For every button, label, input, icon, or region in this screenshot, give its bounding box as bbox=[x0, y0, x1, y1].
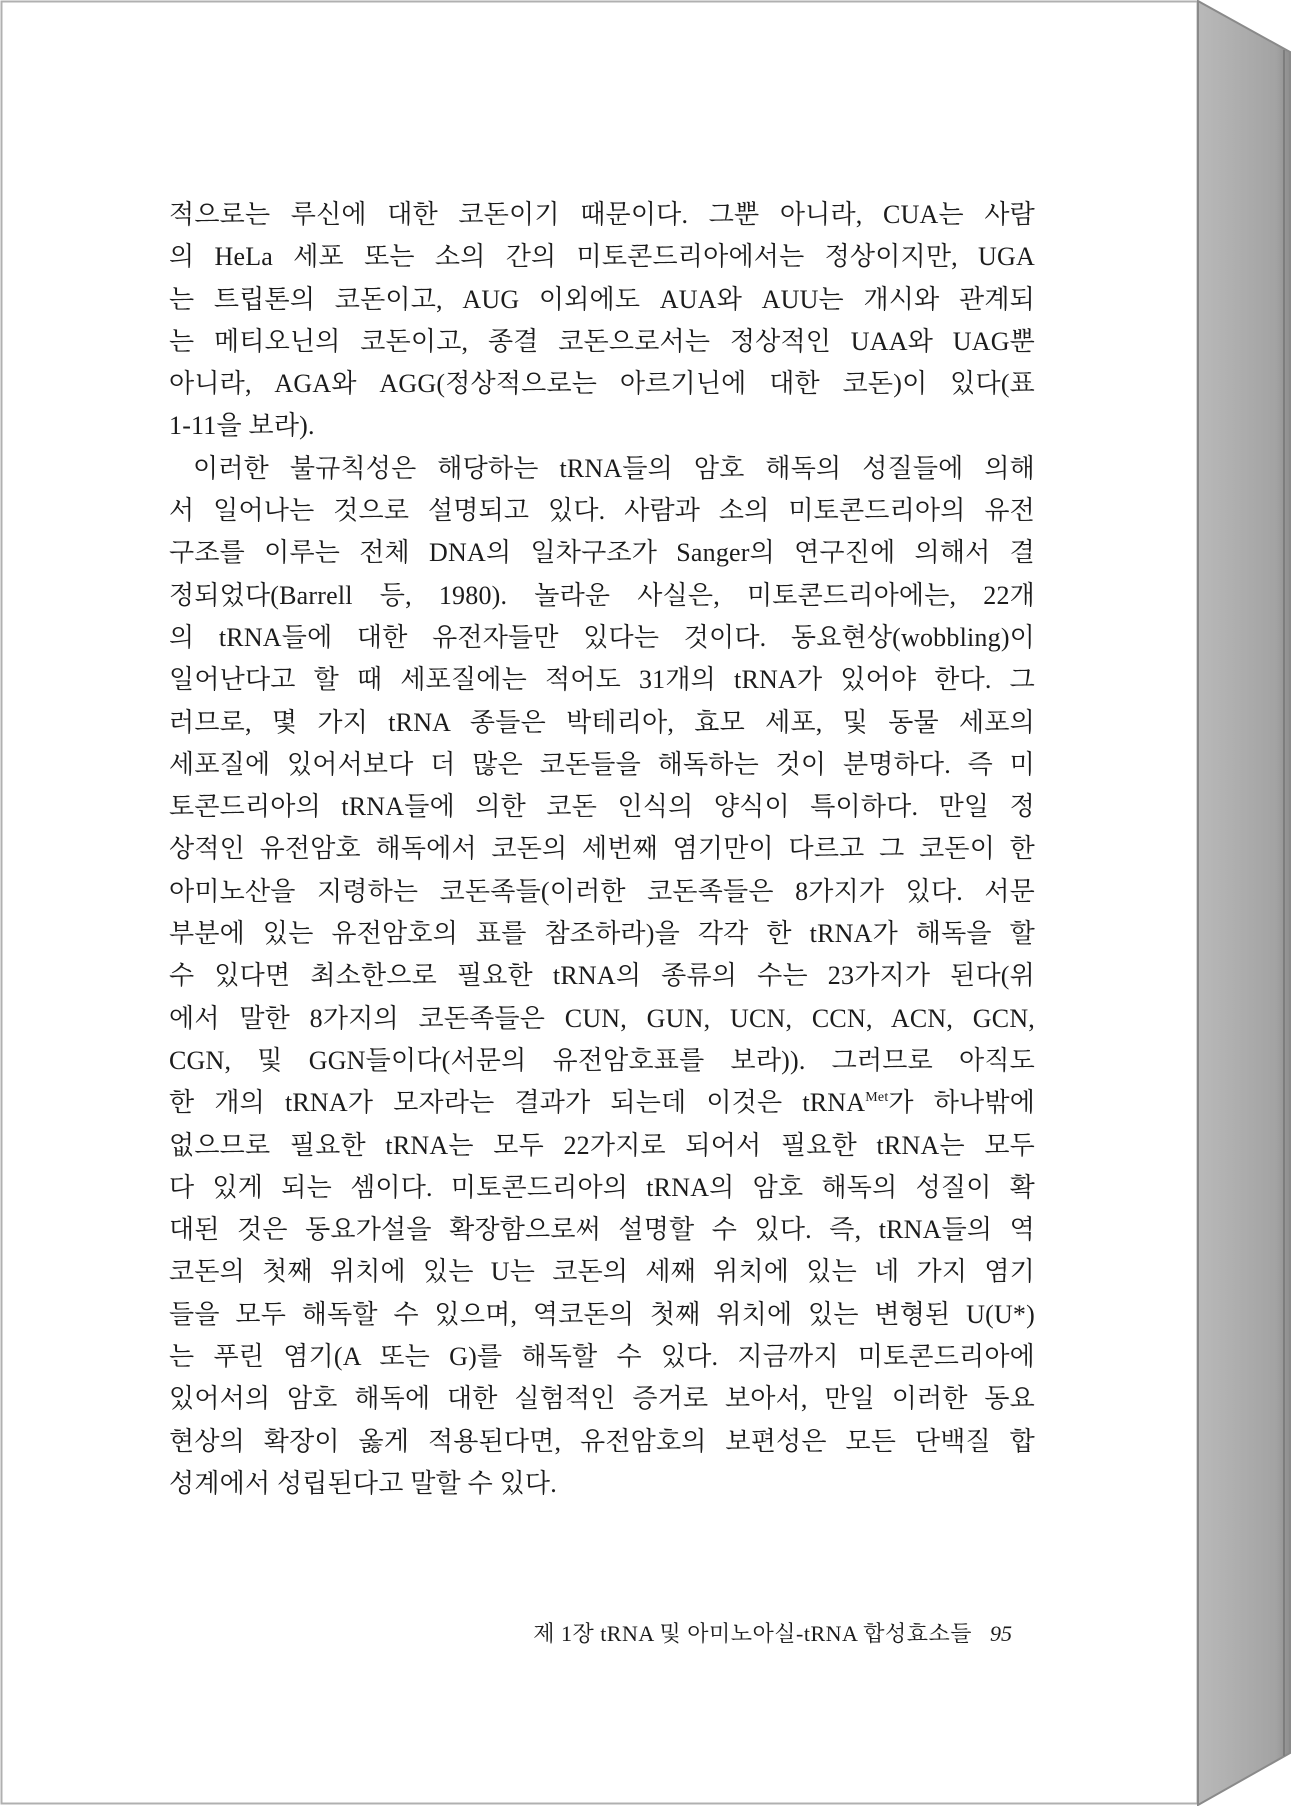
text-line: 의 HeLa 세포 또는 소의 간의 미토콘드리아에서는 정상이지만, UGA bbox=[169, 242, 1035, 272]
paragraph-start-line: 이러한 불규칙성은 해당하는 tRNA들의 암호 해독의 성질들에 의해 bbox=[193, 453, 1035, 483]
text-line: 세포질에 있어서보다 더 많은 코돈들을 해독하는 것이 분명하다. 즉 미 bbox=[169, 749, 1035, 779]
text-line: 아미노산을 지령하는 코돈족들(이러한 코돈족들은 8가지가 있다. 서문 bbox=[169, 876, 1035, 906]
page-footer bbox=[533, 1618, 1012, 1650]
text-line: 현상의 확장이 옳게 적용된다면, 유전암호의 보편성은 모든 단백질 합 bbox=[169, 1426, 1035, 1456]
text-segment: 한 개의 tRNA가 모자라는 결과가 되는데 이것은 tRNA bbox=[169, 1088, 866, 1118]
text-line: 적으로는 루신에 대한 코돈이기 때문이다. 그뿐 아니라, CUA는 사람 bbox=[169, 200, 1035, 229]
text-segment: 가 하나밖에 bbox=[888, 1088, 1035, 1118]
text-line: 대된 것은 동요가설을 확장함으로써 설명할 수 있다. 즉, tRNA들의 역 bbox=[169, 1215, 1035, 1245]
text-line-with-superscript bbox=[169, 1082, 1035, 1124]
text-line: 는 푸린 염기(A 또는 G)를 해독할 수 있다. 지금까지 미토콘드리아에 bbox=[169, 1342, 1035, 1372]
body-text bbox=[169, 194, 1035, 1505]
text-line: 수 있다면 최소한으로 필요한 tRNA의 종류의 수는 23가지가 된다(위 bbox=[169, 961, 1035, 991]
text-line: 코돈의 첫째 위치에 있는 U는 코돈의 세째 위치에 있는 네 가지 염기 bbox=[169, 1257, 1035, 1287]
text-line: 구조를 이루는 전체 DNA의 일차구조가 Sanger의 연구진에 의해서 결 bbox=[169, 538, 1035, 568]
text-line: 있어서의 암호 해독에 대한 실험적인 증거로 보아서, 만일 이러한 동요 bbox=[169, 1384, 1035, 1414]
text-line: 아니라, AGA와 AGG(정상적으로는 아르기닌에 대한 코돈)이 있다(표 bbox=[169, 369, 1035, 399]
text-line: 서 일어나는 것으로 설명되고 있다. 사람과 소의 미토콘드리아의 유전 bbox=[169, 496, 1035, 526]
text-line: 없으므로 필요한 tRNA는 모두 22가지로 되어서 필요한 tRNA는 모두 bbox=[169, 1130, 1035, 1160]
text-line: 다 있게 되는 셈이다. 미토콘드리아의 tRNA의 암호 해독의 성질이 확 bbox=[169, 1172, 1035, 1202]
text-line: CGN, 및 GGN들이다(서문의 유전암호표를 보라)). 그러므로 아직도 bbox=[169, 1045, 1035, 1075]
text-line: 정되었다(Barrell 등, 1980). 놀라운 사실은, 미토콘드리아에는, 22개 bbox=[169, 580, 1035, 610]
text-line: 토콘드리아의 tRNA들에 의한 코돈 인식의 양식이 특이하다. 만일 정 bbox=[169, 792, 1035, 822]
text-line: 들을 모두 해독할 수 있으며, 역코돈의 첫째 위치에 있는 변형된 U(U*) bbox=[169, 1299, 1035, 1329]
text-line: 의 tRNA들에 대한 유전자들만 있다는 것이다. 동요현상(wobbling)이 bbox=[169, 622, 1035, 652]
text-line: 상적인 유전암호 해독에서 코돈의 세번째 염기만이 다르고 그 코돈이 한 bbox=[169, 834, 1035, 864]
text-line: 는 메티오닌의 코돈이고, 종결 코돈으로서는 정상적인 UAA와 UAG뿐 bbox=[169, 326, 1035, 356]
text-line: 일어난다고 할 때 세포질에는 적어도 31개의 tRNA가 있어야 한다. 그 bbox=[169, 665, 1035, 695]
text-line: 는 트립톤의 코돈이고, AUG 이외에도 AUA와 AUU는 개시와 관계되 bbox=[169, 284, 1035, 314]
text-line: 성계에서 성립된다고 말할 수 있다. bbox=[169, 1468, 557, 1498]
running-head: 제 1장 tRNA 및 아미노아실-tRNA 합성효소들 bbox=[533, 1621, 972, 1646]
page-number: 95 bbox=[990, 1621, 1012, 1646]
text-line: 에서 말한 8가지의 코돈족들은 CUN, GUN, UCN, CCN, ACN, GCN, bbox=[169, 1003, 1035, 1033]
text-line: 1-11을 보라). bbox=[169, 411, 315, 441]
book-side bbox=[1198, 1, 1290, 1805]
text-line: 부분에 있는 유전암호의 표를 참조하라)을 각각 한 tRNA가 해독을 할 bbox=[169, 919, 1035, 949]
text-line: 러므로, 몇 가지 tRNA 종들은 박테리아, 효모 세포, 및 동물 세포의 bbox=[169, 707, 1035, 737]
superscript-met: Met bbox=[865, 1090, 889, 1106]
